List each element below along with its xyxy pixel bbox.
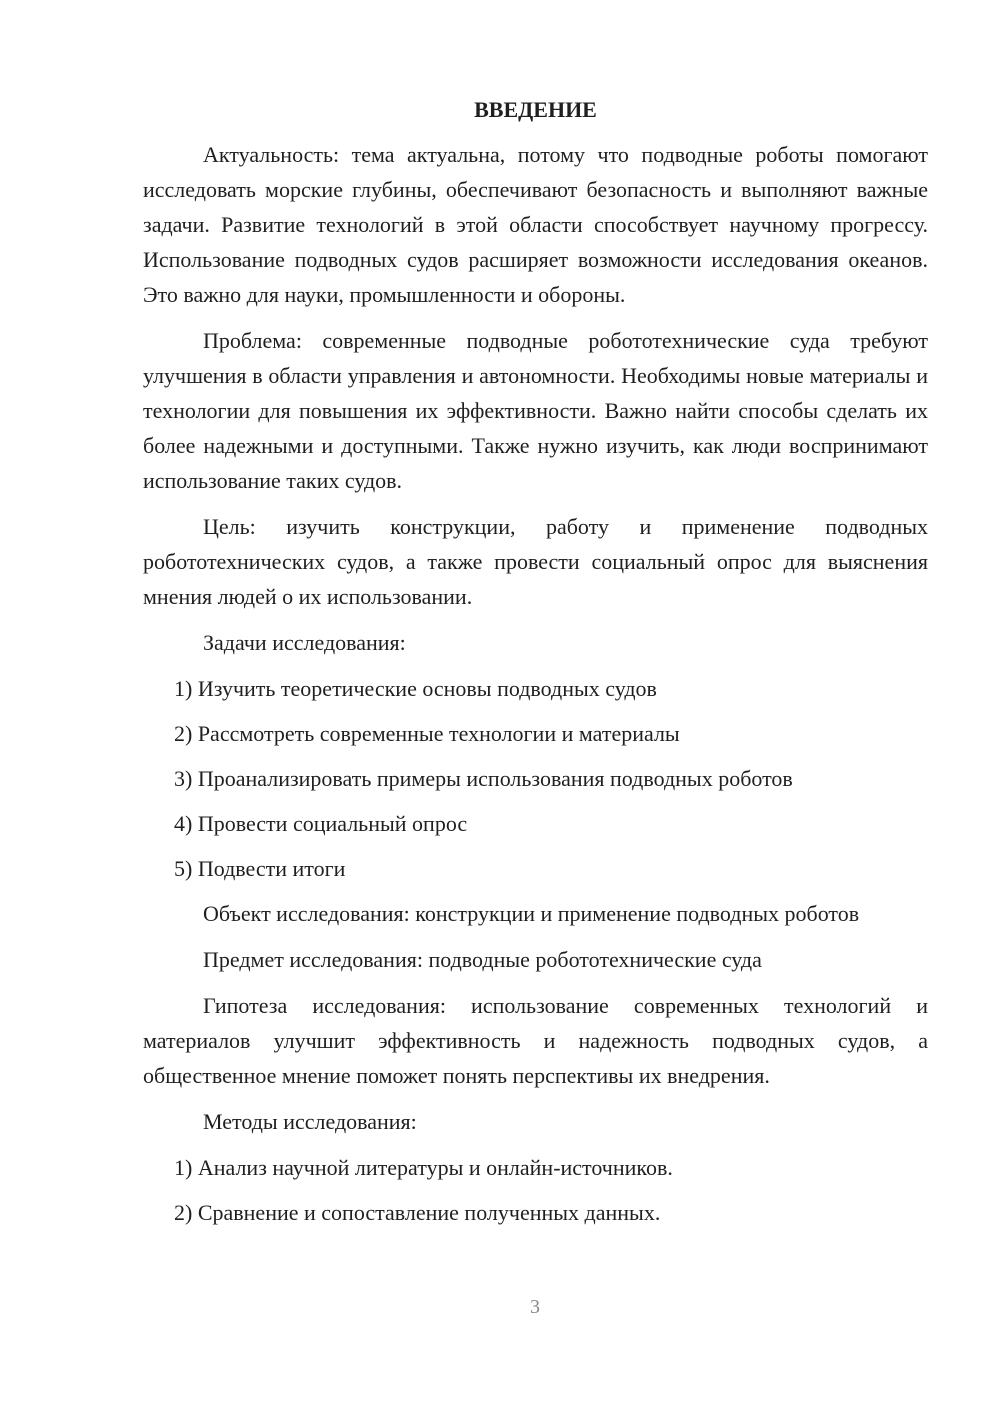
page-number: 3 [530, 1296, 540, 1318]
section-title: ВВЕДЕНИЕ [474, 97, 597, 122]
subject-paragraph: Предмет исследования: подводные робототехнические суда [203, 947, 762, 972]
task-item-4: 4) Провести социальный опрос [174, 811, 468, 836]
relevance-paragraph: Актуальность: тема актуальна, потому что подводные роботы помогают исследовать морские глубины, обеспечивают безопасность и выполняют важные задачи. Развитие технологий в этой области способствует научному прогрессу. Использование подводных судов расширяет возможности исследования океанов. Это важно для науки, промышленности и обороны. [143, 142, 928, 307]
task-item-5: 5) Подвести итоги [174, 856, 346, 881]
object-paragraph: Объект исследования: конструкции и применение подводных роботов [203, 901, 860, 926]
method-item-2: 2) Сравнение и сопоставление полученных данных. [174, 1200, 661, 1225]
document-page [143, 92, 928, 1240]
methods-heading: Методы исследования: [203, 1109, 417, 1134]
tasks-heading: Задачи исследования: [203, 630, 406, 655]
task-item-1: 1) Изучить теоретические основы подводных судов [174, 676, 657, 701]
hypothesis-paragraph: Гипотеза исследования: использование современных технологий и материалов улучшит эффективность и надежность подводных судов, а общественное мнение поможет понять перспективы их внедрения. [143, 993, 928, 1088]
goal-paragraph: Цель: изучить конструкции, работу и применение подводных робототехнических судов, а также провести социальный опрос для выяснения мнения людей о их использовании. [143, 514, 928, 609]
method-item-1: 1) Анализ научной литературы и онлайн-источников. [174, 1155, 673, 1180]
task-item-3: 3) Проанализировать примеры использования подводных роботов [174, 766, 793, 791]
task-item-2: 2) Рассмотреть современные технологии и материалы [174, 721, 680, 746]
problem-paragraph: Проблема: современные подводные робототехнические суда требуют улучшения в области управления и автономности. Необходимы новые материалы и технологии для повышения их эффективности. Важно найти способы сделать их более надежными и доступными. Также нужно изучить, как люди воспринимают использование таких судов. [143, 328, 928, 493]
